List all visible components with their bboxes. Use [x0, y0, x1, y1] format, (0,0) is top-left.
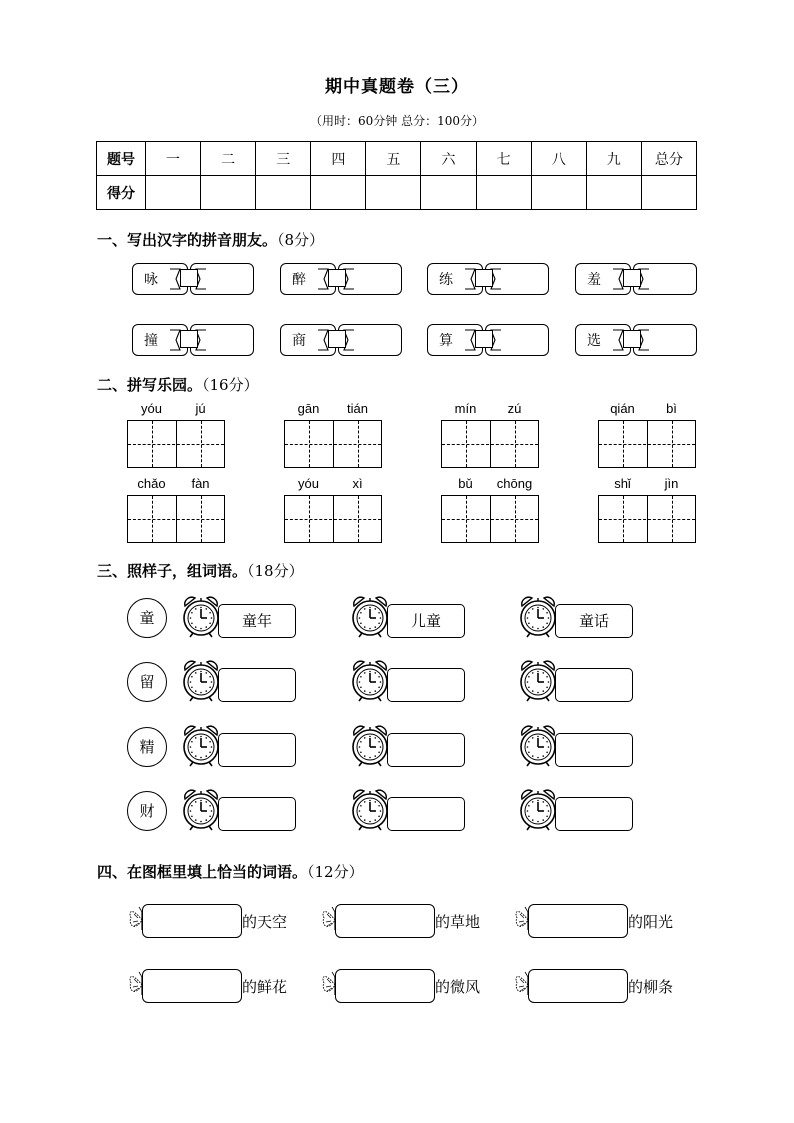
grid-guide [285, 519, 381, 520]
section2-points: （16分） [202, 376, 259, 394]
pinyin-label: shǐ [614, 476, 631, 491]
pinyin-label: jìn [664, 476, 679, 491]
tianzige-grid[interactable] [598, 495, 696, 543]
source-char-circle: 精 [127, 727, 167, 767]
hanzi-char: 算 [439, 333, 453, 349]
alarm-clock-icon [517, 723, 559, 767]
hanzi-char: 商 [292, 333, 306, 349]
pinyin-label: bǔ [458, 476, 473, 491]
section2-heading [97, 374, 259, 395]
hanzi-char: 咏 [144, 272, 158, 288]
alarm-clock-icon [180, 787, 222, 831]
score-cell[interactable] [476, 176, 531, 210]
clock-wrapper [180, 723, 222, 767]
ribbon-knot [623, 330, 641, 348]
pinyin-label: chōng [496, 476, 533, 491]
score-cell[interactable] [311, 176, 366, 210]
pinyin-label: tián [347, 401, 368, 416]
pinyin-label: jú [195, 401, 206, 416]
word-answer-box[interactable] [555, 797, 633, 831]
source-char-circle: 留 [127, 662, 167, 702]
word-answer-box[interactable] [387, 668, 465, 702]
example-word-box: 童话 [555, 604, 633, 638]
pinyin-answer-item [280, 324, 402, 356]
score-cell[interactable] [256, 176, 311, 210]
pinyin-answer-item [132, 263, 254, 295]
hanzi-char: 练 [439, 272, 453, 288]
score-cell[interactable] [366, 176, 421, 210]
word-answer-box[interactable] [218, 668, 296, 702]
alarm-clock-icon [517, 594, 559, 638]
score-header-row [97, 142, 697, 176]
clock-wrapper [349, 787, 391, 831]
clock-wrapper [349, 723, 391, 767]
source-char-circle: 财 [127, 791, 167, 831]
word-answer-box[interactable] [218, 733, 296, 767]
word-fill-box[interactable] [528, 969, 628, 1003]
ribbon-knot [328, 330, 346, 348]
score-col: 八 [531, 142, 586, 176]
word-answer-box[interactable] [218, 797, 296, 831]
pinyin-label: gān [297, 401, 320, 416]
pinyin-writing-group [598, 476, 696, 544]
tianzige-grid[interactable] [284, 420, 382, 468]
section1-title: 一、写出汉字的拼音朋友。 [97, 231, 278, 249]
word-fill-box[interactable] [335, 969, 435, 1003]
score-value-row [97, 176, 697, 210]
page-subtitle: （用时：60分钟 总分：100分） [310, 114, 484, 128]
grid-guide [442, 444, 538, 445]
tianzige-grid[interactable] [441, 495, 539, 543]
score-col: 六 [421, 142, 476, 176]
clock-wrapper [180, 658, 222, 702]
score-cell[interactable] [531, 176, 586, 210]
pinyin-label: yóu [141, 401, 162, 416]
ribbon-knot [623, 269, 641, 287]
section1-points: （8分） [277, 231, 325, 249]
pinyin-label: xì [352, 476, 363, 491]
section3-heading [97, 560, 304, 581]
word-fill-box[interactable] [335, 904, 435, 938]
clock-wrapper [180, 787, 222, 831]
pinyin-label: bì [666, 401, 677, 416]
phrase-suffix-label: 的鲜花 [242, 978, 288, 996]
score-header-label: 题号 [97, 142, 146, 176]
alarm-clock-icon [180, 658, 222, 702]
clock-wrapper [349, 594, 391, 638]
score-col: 七 [476, 142, 531, 176]
grid-guide [128, 444, 224, 445]
alarm-clock-icon [349, 658, 391, 702]
pinyin-label: chǎo [137, 476, 166, 491]
page-title: 期中真题卷（三） [325, 77, 469, 97]
example-word-box: 儿童 [387, 604, 465, 638]
ribbon-knot [180, 330, 198, 348]
score-col: 四 [311, 142, 366, 176]
pinyin-writing-group [284, 476, 382, 544]
word-fill-box[interactable] [142, 904, 242, 938]
grid-guide [128, 519, 224, 520]
pinyin-writing-group [127, 476, 225, 544]
pinyin-answer-item [280, 263, 402, 295]
clock-wrapper [517, 594, 559, 638]
grid-guide [599, 444, 695, 445]
alarm-clock-icon [349, 723, 391, 767]
phrase-suffix-label: 的柳条 [628, 978, 674, 996]
section4-heading [97, 861, 364, 882]
pinyin-label: yóu [298, 476, 319, 491]
tianzige-grid[interactable] [127, 420, 225, 468]
alarm-clock-icon [180, 723, 222, 767]
section1-heading [97, 229, 324, 250]
clock-wrapper [349, 658, 391, 702]
tianzige-grid[interactable] [598, 420, 696, 468]
alarm-clock-icon [517, 658, 559, 702]
hanzi-char: 选 [587, 333, 601, 349]
example-word-box: 童年 [218, 604, 296, 638]
pinyin-answer-item [575, 324, 697, 356]
score-col: 五 [366, 142, 421, 176]
section3-points: （18分） [247, 562, 304, 580]
ribbon-knot [180, 269, 198, 287]
pinyin-writing-group [441, 401, 539, 469]
word-fill-box[interactable] [142, 969, 242, 1003]
pinyin-label: qián [610, 401, 635, 416]
pinyin-answer-item [575, 263, 697, 295]
tianzige-grid[interactable] [284, 495, 382, 543]
word-answer-box[interactable] [555, 733, 633, 767]
word-answer-box[interactable] [387, 797, 465, 831]
pinyin-answer-item [427, 324, 549, 356]
section2-title: 二、拼写乐园。 [97, 376, 203, 394]
hanzi-char: 撞 [144, 333, 158, 349]
pinyin-label: zú [507, 401, 522, 416]
pinyin-writing-group [598, 401, 696, 469]
source-char-circle: 童 [127, 598, 167, 638]
score-table [96, 141, 697, 210]
word-answer-box[interactable] [387, 733, 465, 767]
score-cell[interactable] [586, 176, 641, 210]
word-fill-box[interactable] [528, 904, 628, 938]
grid-guide [285, 444, 381, 445]
clock-wrapper [517, 787, 559, 831]
pinyin-writing-group [127, 401, 225, 469]
score-col: 三 [256, 142, 311, 176]
phrase-suffix-label: 的微风 [435, 978, 481, 996]
score-cell[interactable] [641, 176, 696, 210]
pinyin-answer-item [427, 263, 549, 295]
pinyin-label: mín [454, 401, 477, 416]
grid-guide [599, 519, 695, 520]
score-cell[interactable] [146, 176, 201, 210]
phrase-suffix-label: 的草地 [435, 913, 481, 931]
ribbon-knot [475, 330, 493, 348]
section4-points: （12分） [307, 863, 364, 881]
section4-title: 四、在图框里填上恰当的词语。 [97, 863, 308, 881]
grid-guide [442, 519, 538, 520]
pinyin-writing-group [441, 476, 539, 544]
clock-wrapper [180, 594, 222, 638]
tianzige-grid[interactable] [127, 495, 225, 543]
pinyin-writing-group [284, 401, 382, 469]
alarm-clock-icon [180, 594, 222, 638]
ribbon-knot [475, 269, 493, 287]
alarm-clock-icon [349, 594, 391, 638]
score-cell[interactable] [421, 176, 476, 210]
phrase-suffix-label: 的天空 [242, 913, 288, 931]
pinyin-answer-item [132, 324, 254, 356]
score-col: 一 [146, 142, 201, 176]
section3-title: 三、照样子，组词语。 [97, 562, 248, 580]
score-col: 总分 [641, 142, 696, 176]
ribbon-knot [328, 269, 346, 287]
score-row-label: 得分 [97, 176, 146, 210]
alarm-clock-icon [349, 787, 391, 831]
hanzi-char: 羞 [587, 272, 601, 288]
score-col: 二 [201, 142, 256, 176]
score-cell[interactable] [201, 176, 256, 210]
pinyin-label: fàn [191, 476, 210, 491]
clock-wrapper [517, 723, 559, 767]
clock-wrapper [517, 658, 559, 702]
score-col: 九 [586, 142, 641, 176]
tianzige-grid[interactable] [441, 420, 539, 468]
phrase-suffix-label: 的阳光 [628, 913, 674, 931]
alarm-clock-icon [517, 787, 559, 831]
word-answer-box[interactable] [555, 668, 633, 702]
hanzi-char: 醉 [292, 272, 306, 288]
